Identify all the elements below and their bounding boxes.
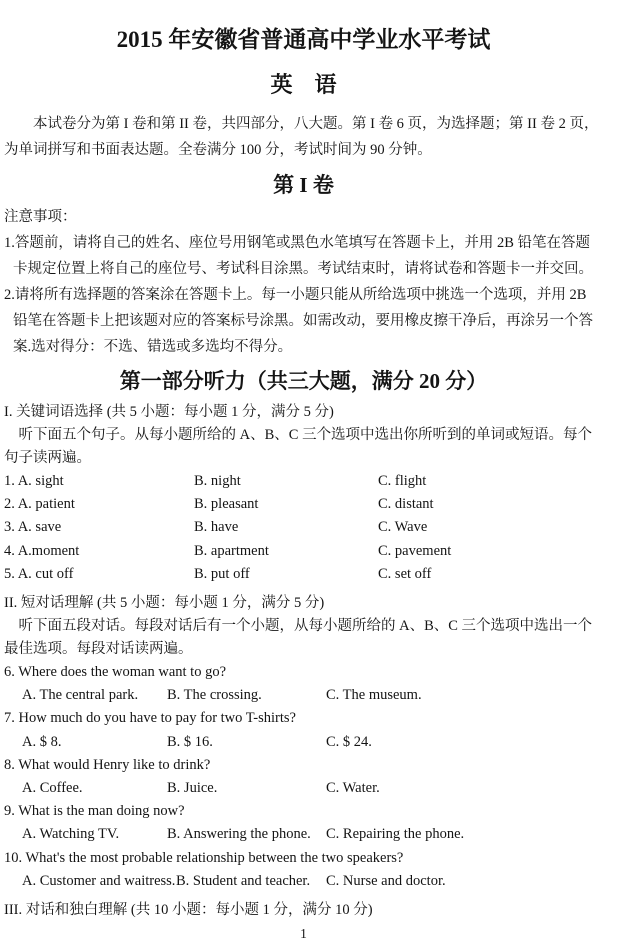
q9-option-b: B. Answering the phone. bbox=[167, 826, 311, 843]
q9-options bbox=[4, 823, 603, 846]
q8-option-a: A. Coffee. bbox=[22, 780, 83, 797]
q7-options bbox=[4, 731, 603, 754]
question-block-q7 bbox=[4, 707, 603, 753]
notice-title: 注意事项： bbox=[4, 209, 77, 225]
q6-options bbox=[4, 684, 603, 707]
q10-option-c: C. Nurse and doctor. bbox=[326, 872, 446, 889]
q4-option-b: B. apartment bbox=[194, 542, 269, 559]
part1-heading: 第一部分听力（共三大题，满分 20 分） bbox=[119, 369, 488, 393]
section2-instructions: 听下面五段对话。每段对话后有一个小题，从每小题所给的 A、B、C 三个选项中选出一个最佳选项。每段对话读两遍。 bbox=[4, 618, 593, 658]
q8-stem: 8. What would Henry like to drink? bbox=[4, 756, 211, 773]
option-row-q2 bbox=[4, 493, 603, 516]
q7-stem: 7. How much do you have to pay for two T-shirts? bbox=[4, 710, 296, 727]
option-row-q3 bbox=[4, 516, 603, 539]
q4-option-a: 4. A.moment bbox=[4, 542, 80, 559]
q3-option-b: B. have bbox=[194, 519, 239, 536]
option-row-q4 bbox=[4, 540, 603, 563]
q7-option-b: B. $ 16. bbox=[167, 733, 213, 750]
q2-option-a: 2. A. patient bbox=[4, 496, 75, 513]
q9-option-a: A. Watching TV. bbox=[22, 826, 120, 843]
q6-stem: 6. Where does the woman want to go? bbox=[4, 664, 227, 681]
page-title: 2015 年安徽省普通高中学业水平考试 bbox=[116, 27, 491, 52]
question-block-q6 bbox=[4, 661, 603, 707]
section3-heading: III. 对话和独白理解 (共 10 小题：每小题 1 分，满分 10 分) bbox=[4, 902, 373, 919]
q8-option-b: B. Juice. bbox=[167, 780, 218, 797]
q10-option-a: A. Customer and waitress. bbox=[22, 872, 176, 889]
q6-option-c: C. The museum. bbox=[326, 687, 422, 704]
q6-option-b: B. The crossing. bbox=[167, 687, 262, 704]
q5-option-b: B. put off bbox=[194, 565, 250, 582]
q3-option-a: 3. A. save bbox=[4, 519, 62, 536]
q5-option-c: C. set off bbox=[378, 565, 432, 582]
q1-option-c: C. flight bbox=[378, 473, 427, 489]
q10-stem: 10. What's the most probable relationship between the two speakers? bbox=[4, 849, 404, 866]
q6-option-a: A. The central park. bbox=[22, 687, 139, 704]
q9-option-c: C. Repairing the phone. bbox=[326, 826, 465, 843]
q1-option-b: B. night bbox=[194, 473, 241, 489]
q7-option-a: A. $ 8. bbox=[22, 733, 62, 750]
section1-heading: I. 关键词语选择 (共 5 小题：每小题 1 分，满分 5 分) bbox=[4, 404, 334, 420]
section1-instructions: 听下面五个句子。从每小题所给的 A、B、C 三个选项中选出你所听到的单词或短语。每个句子读两遍。 bbox=[4, 427, 593, 466]
q4-option-c: C. pavement bbox=[378, 542, 452, 559]
q7-option-c: C. $ 24. bbox=[326, 733, 372, 750]
page-number: 1 bbox=[300, 926, 307, 942]
q10-options bbox=[4, 870, 603, 893]
notice-item-2: 2.请将所有选择题的答案涂在答题卡上。每一小题只能从所给选项中挑选一个选项，并用 2B 铅笔在答题卡上把该题对应的答案标号涂黑。如需改动，要用橡皮擦干净后，再涂另一个答案.选对得分：不选、错选或多选均不得分。 bbox=[4, 287, 593, 355]
q5-option-a: 5. A. cut off bbox=[4, 565, 74, 582]
q3-option-c: C. Wave bbox=[378, 519, 428, 536]
q9-stem: 9. What is the man doing now? bbox=[4, 803, 185, 820]
question-block-q10 bbox=[4, 847, 603, 893]
section2-heading: II. 短对话理解 (共 5 小题：每小题 1 分，满分 5 分) bbox=[4, 595, 325, 612]
q8-options bbox=[4, 777, 603, 800]
q2-option-b: B. pleasant bbox=[194, 496, 259, 513]
notice-item-1: 1.答题前，请将自己的姓名、座位号用钢笔或黑色水笔填写在答题卡上，并用 2B 铅笔在答题卡规定位置上将自己的座位号、考试科目涂黑。考试结束时，请将试卷和答题卡一并交回。 bbox=[4, 235, 593, 277]
q8-option-c: C. Water. bbox=[326, 780, 380, 797]
option-row-q5 bbox=[4, 563, 603, 586]
q10-option-b: B. Student and teacher. bbox=[176, 872, 311, 889]
subject-title: 英 语 bbox=[270, 72, 337, 97]
option-row-q1 bbox=[4, 470, 603, 493]
intro-paragraph: 本试卷分为第 I 卷和第 II 卷，共四部分，八大题。第 I 卷 6 页，为选择题；第 II 卷 2 页，为单词拼写和书面表达题。全卷满分 100 分，考试时间为 90 分钟。 bbox=[4, 116, 599, 158]
q1-option-a: 1. A. sight bbox=[4, 473, 64, 489]
question-block-q9 bbox=[4, 800, 603, 846]
volume-heading: 第 I 卷 bbox=[273, 173, 334, 197]
q2-option-c: C. distant bbox=[378, 496, 434, 513]
question-block-q8 bbox=[4, 754, 603, 800]
